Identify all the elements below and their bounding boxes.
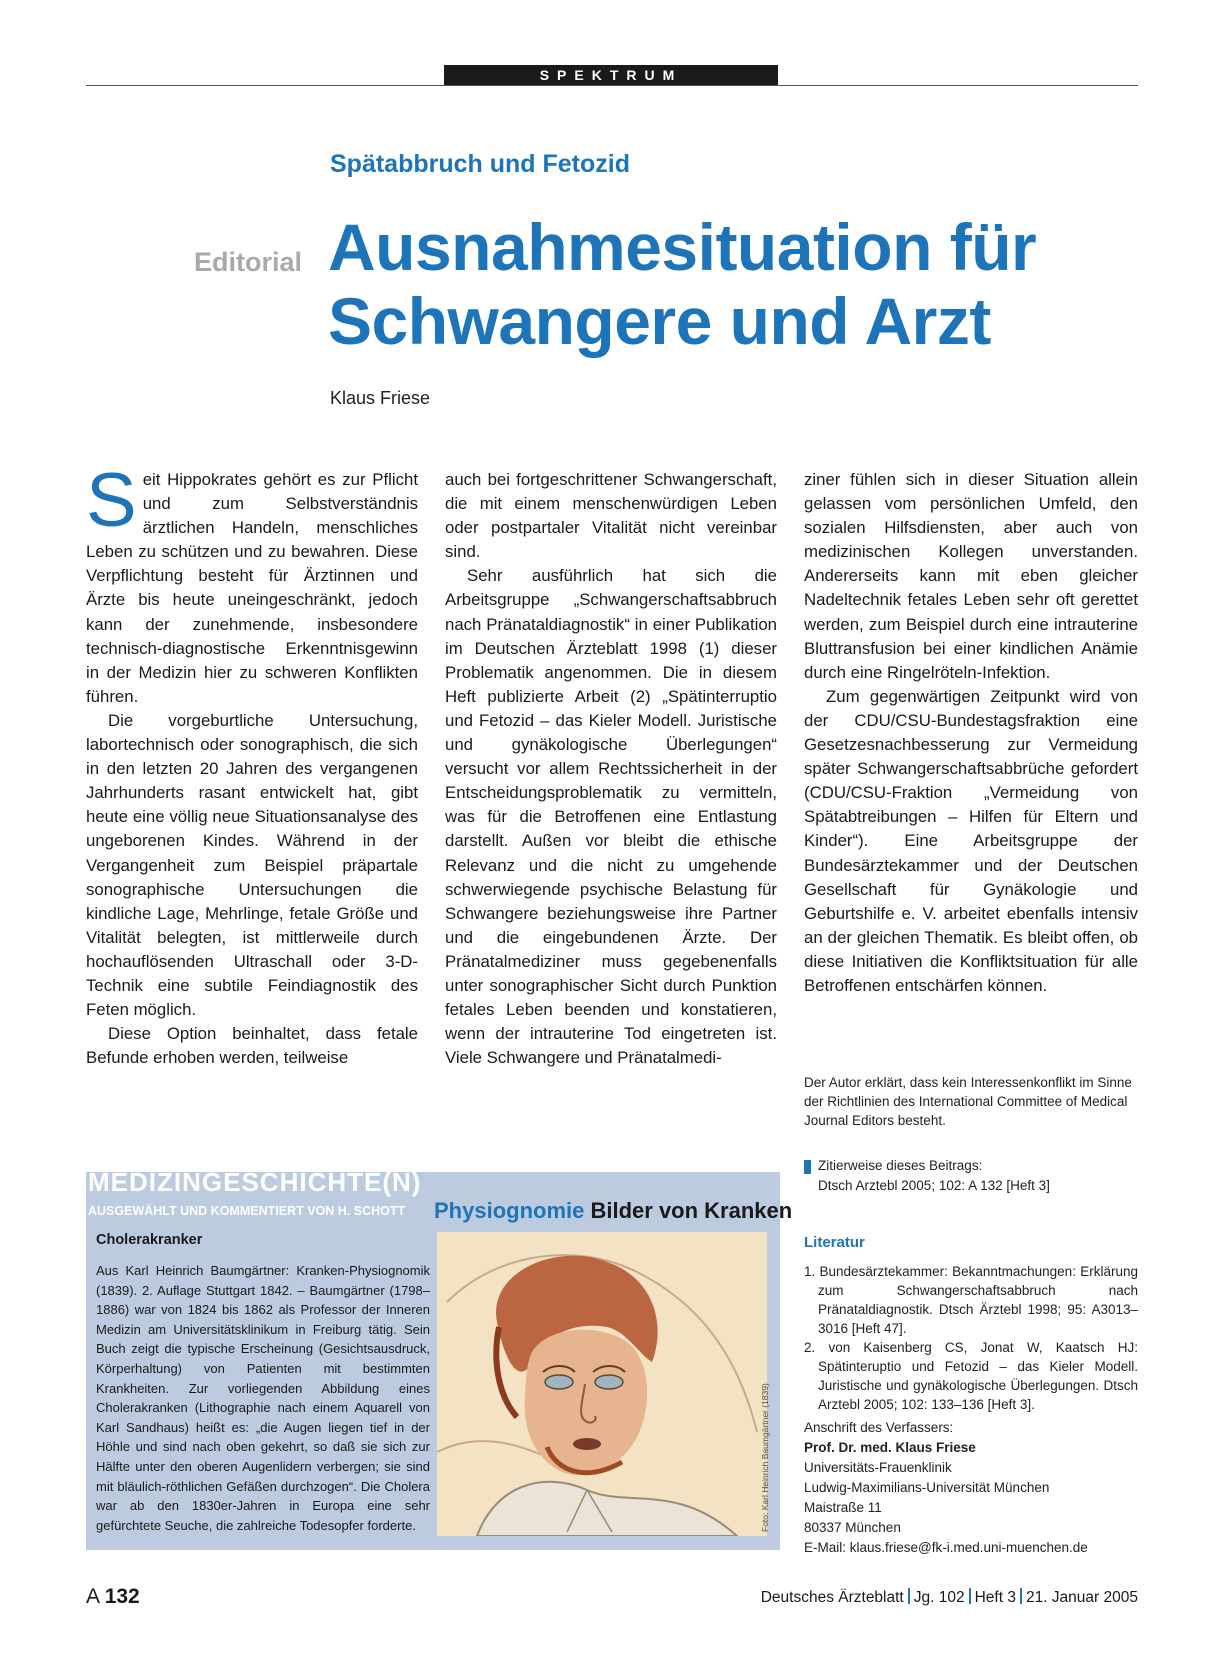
address-line: Ludwig-Maximilians-Universität München — [804, 1480, 1050, 1495]
paragraph: Sehr ausführlich hat sich die Arbeitsgruppe „Schwangerschaftsabbruch nach Pränataldiagnostik“ in einer Publikation im Deutschen Ärzteblatt 1998 (1) dieser Problematik angenommen. Die in diesem Heft publizierte Arbeit (2) „Spätinterruptio und Fetozid – das Kieler Modell. Juristische und gynäkologische Überlegungen“ versucht vor allem Rechtssicherheit in der Entscheidungsproblematik zu vermitteln, was für die Betroffenen eine Entlastung darstellt. Außen vor bleibt die ethische Relevanz und die nicht zu umgehende schwerwiegende psychische Belastung für Schwangere beziehungsweise ihre Partner und die eingebundenen Ärzte. Der Pränatalmediziner muss gegebenenfalls unter sonographischer Sicht durch Punktion fetales Leben beenden und konstatieren, wenn der intrauterine Tod eingetreten ist. Viele Schwangere und Pränatalmedi- — [445, 566, 777, 1068]
paragraph: Diese Option beinhaltet, dass fetale Befunde erhoben werden, teilweise — [86, 1024, 418, 1068]
headline-line-1: Ausnahmesituation für — [328, 210, 1037, 284]
literature-item: 1. Bundesärztekammer: Bekanntmachungen: Erklärung zum Schwangerschaftsabbruch nach Pränataldiagnostik. Dtsch Ärztebl 1998; 95: A3013–3016 [Heft 47]. — [804, 1264, 1138, 1336]
body-column-1 — [86, 458, 418, 1070]
literature-item: 2. von Kaisenberg CS, Jonat W, Kaatsch HJ: Spätinteruptio und Fetozid – das Kieler Modell. Juristische und gynäkologische Überlegungen. Dtsch Arztebl 2005; 102: 133–136 [Heft 3]. — [804, 1340, 1138, 1412]
page-prefix: A — [86, 1585, 99, 1608]
footer-separator — [908, 1588, 910, 1604]
headline-line-2: Schwangere und Arzt — [328, 284, 991, 358]
paragraph: ziner fühlen sich in dieser Situation allein gelassen vom persönlichen Umfeld, den sozialen Hilfsdiensten, aber auch von medizinischen Kollegen unverstanden. Andererseits kann mit eben gleicher Nadeltechnik fetales Leben sehr oft gerettet werden, zum Beispiel durch eine intrauterine Bluttransfusion bei einer kindlichen Anämie durch eine Ringelröteln-Infektion. — [804, 470, 1138, 682]
top-rule — [86, 85, 1138, 86]
portrait-drawing-icon — [437, 1232, 767, 1536]
body-column-3 — [804, 468, 1138, 998]
journal-issue: Heft 3 — [974, 1589, 1016, 1606]
case-description: Aus Karl Heinrich Baumgärtner: Kranken-Physiognomik (1839). 2. Auflage Stuttgart 1842. – Baumgärtner (1798–1886) war von 1824 bis 1862 als Professor der Inneren Medizin am Universitätsklinikum in Freiburg tätig. Sein Buch zeigt die typische Erscheinung (Gesichtsausdruck, Körperhaltung) von Patienten mit bestimmten Krankheiten. Zur vorliegenden Abbildung eines Cholerakranken (Lithographie nach einem Aquarell von Karl Sandhaus) heißt es: „die Augen liegen tief in der Höhle und sind nach oben gekehrt, so daß sie sich zur Hälfte unter den oberen Augenlidern verbergen; sie sind mit bläulich-röthlichen Gefäßen durchzogen“. Die Cholera war ab den 1830er-Jahren in Europa eine sehr gefürchtete Seuche, die zahlreiche Todesopfer forderte. — [96, 1263, 430, 1533]
physiognomie-word: Physiognomie — [434, 1198, 585, 1223]
address-line: 80337 München — [804, 1520, 901, 1535]
article-type: Editorial — [194, 247, 303, 277]
cholera-patient-illustration — [437, 1232, 767, 1536]
body-column-2 — [445, 468, 777, 1070]
address-line: Maistraße 11 — [804, 1500, 882, 1515]
paragraph — [86, 458, 418, 709]
address-label: Anschrift des Verfassers: — [804, 1420, 954, 1435]
journal-volume: Jg. 102 — [913, 1589, 965, 1606]
journal-name: Deutsches Ärzteblatt — [760, 1589, 904, 1606]
journal-footer — [761, 1588, 1138, 1607]
paragraph: Die vorgeburtliche Untersuchung, labortechnisch oder sonographisch, die sich in den letzten 20 Jahren des vergangenen Jahrhunderts rasant entwickelt hat, gibt heute eine völlig neue Situationsanalyse des ungeborenen Kindes. Während in der Vergangenheit zum Beispiel präpartale sonographische Untersuchungen die kindliche Lage, Mehrlinge, fetale Größe und Vitalität belegten, ist mittlerweile durch hochauflösenden Ultraschall oder 3-D-Technik eine subtile Feindiagnostik des Feten möglich. — [86, 710, 418, 1020]
page-number — [86, 1585, 140, 1609]
literature-heading: Literatur — [804, 1234, 865, 1251]
article-headline — [328, 210, 1128, 358]
journal-date: 21. Januar 2005 — [1025, 1589, 1138, 1606]
medizingeschichte-title: MEDIZINGESCHICHTE(N) — [88, 1167, 422, 1197]
citation-text: Dtsch Arztebl 2005; 102: A 132 [Heft 3] — [818, 1178, 1050, 1193]
address-name: Prof. Dr. med. Klaus Friese — [804, 1440, 976, 1455]
page-number-value: 132 — [104, 1585, 140, 1608]
article-author: Klaus Friese — [330, 388, 431, 408]
medizingeschichte-subtitle: AUSGEWÄHLT UND KOMMENTIERT VON H. SCHOTT — [88, 1204, 406, 1218]
citation-marker-icon — [804, 1160, 811, 1174]
physiognomie-heading — [434, 1198, 792, 1224]
literature-list — [804, 1262, 1138, 1414]
article-kicker: Spätabbruch und Fetozid — [330, 150, 630, 178]
conflict-statement: Der Autor erklärt, dass kein Interessenkonflikt im Sinne der Richtlinien des International Committee of Medical Journal Editors besteht. — [804, 1075, 1132, 1128]
case-title: Cholerakranker — [96, 1232, 203, 1248]
paragraph: Zum gegenwärtigen Zeitpunkt wird von der CDU/CSU-Bundestagsfraktion eine Gesetzesnachbesserung zur Vermeidung später Schwangerschaftsabbrüche gefordert (CDU/CSU-Fraktion „Vermeidung von Spätabtreibungen – Hilfen für Eltern und Kinder“). Eine Arbeitsgruppe der Bundesärztekammer und der Deutschen Gesellschaft für Gynäkologie und Geburtshilfe e. V. arbeitet ebenfalls intensiv an der gleichen Thematik. Es bleibt offen, ob diese Initiativen die Konfliktsituation für alle Betroffenen entschärfen können. — [804, 686, 1138, 995]
paragraph: auch bei fortgeschrittener Schwangerschaft, die mit einem menschenwürdigen Leben oder postpartaler Vitalität nicht vereinbar sind. — [445, 470, 777, 562]
citation-label: Zitierweise dieses Beitrags: — [818, 1158, 983, 1173]
dropcap: S — [86, 458, 137, 543]
image-credit: Foto: Karl Heinrich Baumgärtner (1839) — [760, 1383, 770, 1532]
address-line: Universitäts-Frauenklinik — [804, 1460, 952, 1475]
footer-separator — [1020, 1588, 1022, 1604]
footer-separator — [969, 1588, 971, 1604]
address-email[interactable]: E-Mail: klaus.friese@fk-i.med.uni-muenchen.de — [804, 1540, 1088, 1555]
section-label: SPEKTRUM — [444, 65, 778, 85]
author-address — [804, 1418, 1138, 1558]
physiognomie-rest: Bilder von Kranken — [590, 1198, 793, 1223]
paragraph-text: eit Hippokrates gehört es zur Pflicht und zum Selbstverständnis ärztlichen Handeln, menschliches Leben zu schützen und zu bewahren. Diese Verpflichtung besteht für Ärztinnen und Ärzte bis heute uneingeschränkt, jedoch kann der zunehmende, insbesondere technisch-diagnostische Erkenntnisgewinn in der Medizin hier zu schweren Konflikten führen. — [86, 470, 418, 706]
